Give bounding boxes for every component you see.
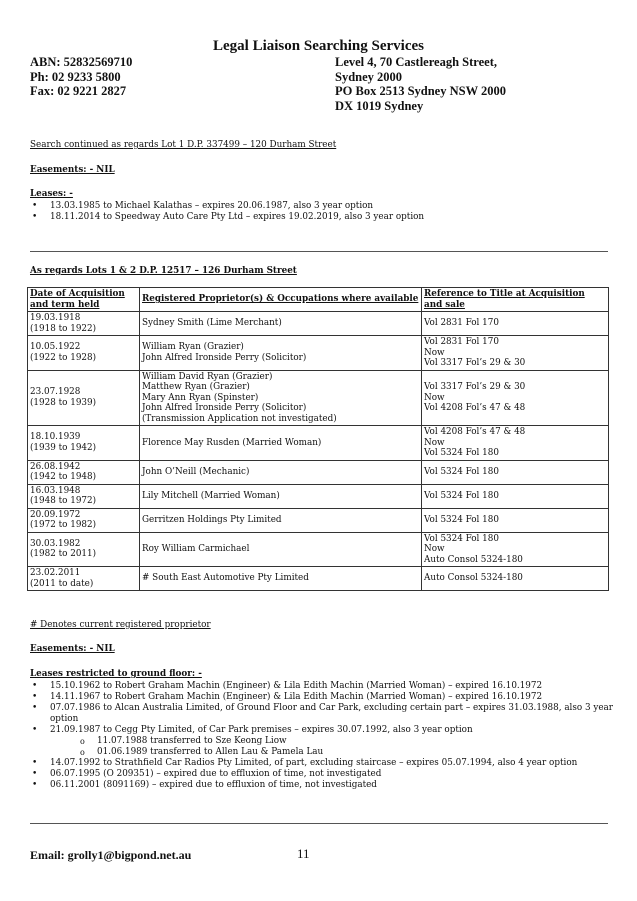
- table-row: [28, 460, 609, 484]
- table-row: [28, 484, 609, 508]
- cell-date: 18.10.1939 (1939 to 1942): [28, 426, 140, 461]
- table-row: [28, 508, 609, 532]
- list-item: • 14.07.1992 to Strathfield Car Radios Pty Limited, of part, excluding staircase – expires 05.07.1994, also 4 year option: [30, 758, 637, 769]
- cell-date: 10.05.1922 (1922 to 1928): [28, 336, 140, 371]
- sub-list: [50, 736, 637, 758]
- section2-heading: As regards Lots 1 & 2 D.P. 12517 – 126 Durham Street: [30, 266, 297, 276]
- table-row: [28, 426, 609, 461]
- cell-proprietors: # South East Automotive Pty Limited: [140, 567, 422, 591]
- section1-leases-list: [30, 201, 424, 223]
- footer-email: Email: grolly1@bigpond.net.au: [30, 848, 192, 862]
- section2-easements: Easements: - NIL: [30, 644, 115, 654]
- cell-date: 23.02.2011 (2011 to date): [28, 567, 140, 591]
- footer-divider: [30, 823, 608, 824]
- abn: ABN: 52832569710: [30, 55, 133, 69]
- section2-leases-list: [30, 681, 637, 791]
- col-header-date: Date of Acquisition and term held: [28, 288, 140, 312]
- fax: Fax: 02 9221 2827: [30, 84, 127, 98]
- address-line-2: Sydney 2000: [335, 69, 403, 84]
- list-item: • 06.07.1995 (O 209351) – expired due to effluxion of time, not investigated: [30, 769, 637, 780]
- list-item: • 06.11.2001 (8091169) – expired due to effluxion of time, not investigated: [30, 780, 637, 791]
- cell-proprietors: William Ryan (Grazier) John Alfred Ironside Perry (Solicitor): [140, 336, 422, 371]
- section1-leases-heading: Leases: -: [30, 189, 73, 199]
- table-row: [28, 567, 609, 591]
- list-item: • 13.03.1985 to Michael Kalathas – expires 20.06.1987, also 3 year option: [30, 201, 424, 212]
- list-item: • 14.11.1967 to Robert Graham Machin (Engineer) & Lila Edith Machin (Married Woman) – expired 16.10.1972: [30, 692, 637, 703]
- page-number: 11: [297, 846, 310, 861]
- col-header-proprietors: Registered Proprietor(s) & Occupations where available: [140, 288, 422, 312]
- phone: Ph: 02 9233 5800: [30, 69, 121, 84]
- cell-reference: Vol 3317 Fol’s 29 & 30 Now Vol 4208 Fol’s 47 & 48: [422, 370, 609, 426]
- contact-details: [30, 55, 132, 99]
- dx: DX 1019 Sydney: [335, 98, 424, 113]
- cell-reference: Vol 5324 Fol 180: [422, 460, 609, 484]
- section2-leases-heading: Leases restricted to ground floor: -: [30, 669, 202, 679]
- section1-easements: Easements: - NIL: [30, 165, 115, 175]
- table-header-row: [28, 288, 609, 312]
- sub-list-item: o 11.07.1988 transferred to Sze Keong Liow: [50, 736, 637, 747]
- cell-proprietors: Sydney Smith (Lime Merchant): [140, 312, 422, 336]
- table-row: [28, 370, 609, 426]
- footnote: # Denotes current registered proprietor: [30, 620, 211, 630]
- address-line-1: Level 4, 70 Castlereagh Street,: [335, 55, 497, 69]
- cell-proprietors: William David Ryan (Grazier) Matthew Ryan (Grazier) Mary Ann Ryan (Spinster) John Alfred Ironside Perry (Solicitor) (Transmission Application not investigated): [140, 370, 422, 426]
- cell-reference: Auto Consol 5324-180: [422, 567, 609, 591]
- cell-proprietors: Gerritzen Holdings Pty Limited: [140, 508, 422, 532]
- cell-date: 26.08.1942 (1942 to 1948): [28, 460, 140, 484]
- cell-date: 30.03.1982 (1982 to 2011): [28, 532, 140, 567]
- company-name: Legal Liaison Searching Services: [213, 38, 424, 54]
- sub-list-item: o 01.06.1989 transferred to Allen Lau & Pamela Lau: [50, 747, 637, 758]
- cell-reference: Vol 4208 Fol’s 47 & 48 Now Vol 5324 Fol 180: [422, 426, 609, 461]
- po-box: PO Box 2513 Sydney NSW 2000: [335, 84, 506, 98]
- divider: [30, 251, 608, 252]
- cell-reference: Vol 2831 Fol 170: [422, 312, 609, 336]
- cell-date: 16.03.1948 (1948 to 1972): [28, 484, 140, 508]
- cell-date: 23.07.1928 (1928 to 1939): [28, 370, 140, 426]
- col-header-reference: Reference to Title at Acquisition and sale: [422, 288, 609, 312]
- table-row: [28, 312, 609, 336]
- list-item: • 07.07.1986 to Alcan Australia Limited, of Ground Floor and Car Park, excluding certain part – expires 31.03.1988, also 3 year option: [30, 703, 637, 725]
- list-item: • 21.09.1987 to Cegg Pty Limited, of Car Park premises – expires 30.07.1992, also 3 year option o 11.07.1988 transferred to Sze Keong Liow o 01.06.1989 transferred to Allen Lau & Pamela Lau: [30, 725, 637, 758]
- section1-heading: Search continued as regards Lot 1 D.P. 337499 – 120 Durham Street: [30, 140, 337, 150]
- cell-date: 20.09.1972 (1972 to 1982): [28, 508, 140, 532]
- table-row: [28, 532, 609, 567]
- cell-reference: Vol 5324 Fol 180: [422, 484, 609, 508]
- table-row: [28, 336, 609, 371]
- list-item: • 15.10.1962 to Robert Graham Machin (Engineer) & Lila Edith Machin (Married Woman) – expired 16.10.1972: [30, 681, 637, 692]
- cell-reference: Vol 2831 Fol 170 Now Vol 3317 Fol’s 29 & 30: [422, 336, 609, 371]
- cell-proprietors: John O’Neill (Mechanic): [140, 460, 422, 484]
- cell-date: 19.03.1918 (1918 to 1922): [28, 312, 140, 336]
- list-item: • 18.11.2014 to Speedway Auto Care Pty Ltd – expires 19.02.2019, also 3 year option: [30, 212, 424, 223]
- cell-reference: Vol 5324 Fol 180 Now Auto Consol 5324-180: [422, 532, 609, 567]
- cell-proprietors: Roy William Carmichael: [140, 532, 422, 567]
- title-history-table: [27, 287, 609, 591]
- cell-proprietors: Lily Mitchell (Married Woman): [140, 484, 422, 508]
- cell-proprietors: Florence May Rusden (Married Woman): [140, 426, 422, 461]
- cell-reference: Vol 5324 Fol 180: [422, 508, 609, 532]
- address-block: [335, 55, 506, 113]
